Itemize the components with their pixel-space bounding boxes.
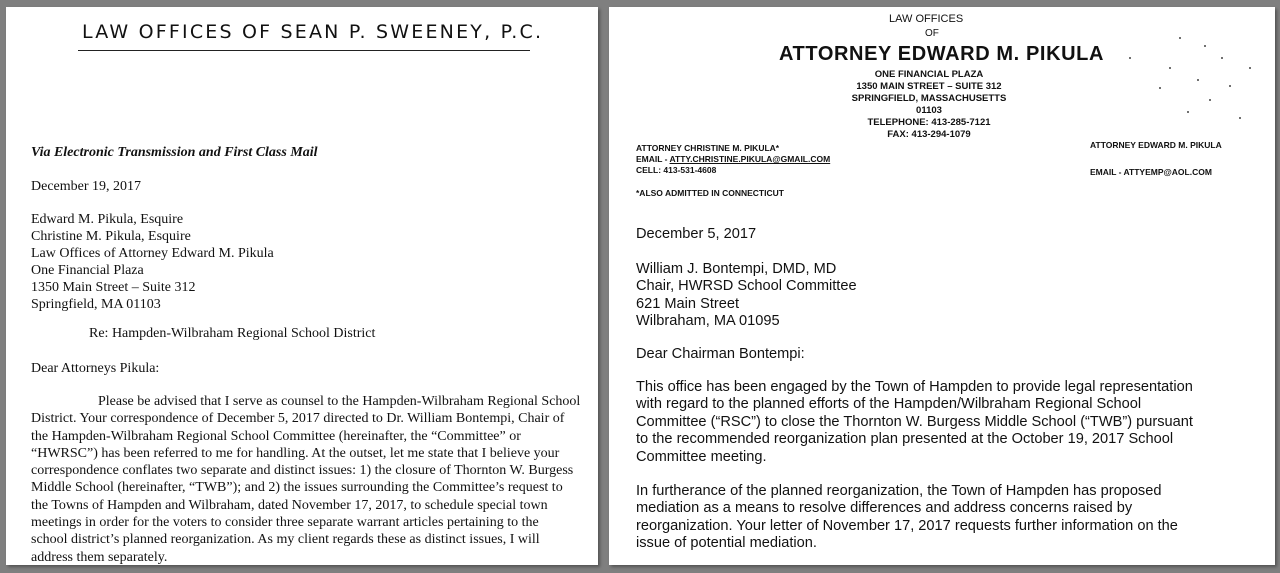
paragraph-line: to the recommended reorganization plan presented at the October 19, 2017 School [636,431,1174,448]
contact-cell: CELL: 413-531-4608 [636,165,717,175]
body-line: District. Your correspondence of December 5, 2017 directed to Dr. William Bontempi, Chair of [31,411,565,427]
left-salutation: Dear Attorneys Pikula: [31,361,160,376]
body-line: Please be advised that I serve as counsel to the Hampden-Wilbraham Regional School [98,394,581,409]
contact-email-line [636,154,830,165]
body-line: school district’s planned reorganization. As my client regards these as distinct issues, I will [31,532,540,548]
of-label: OF [925,28,939,39]
body-line: “HWRSC”) has been referred to me for handling. At the outset, let me state that I believe your [31,445,560,461]
paragraph-line: with regard to the planned efforts of the Hampden/Wilbraham Regional School [636,396,1142,413]
left-letterhead: LAW OFFICES OF SEAN P. SWEENEY, P.C. [82,21,544,43]
paragraph-line: mediation as a means to resolve differences and address concerns raised by [636,500,1133,517]
addressee-line: Wilbraham, MA 01095 [636,313,780,330]
paragraph-line: Committee meeting. [636,448,767,465]
contact-email: EMAIL - ATTYEMP@AOL.COM [1090,167,1212,177]
email-link[interactable]: ATTY.CHRISTINE.PIKULA@GMAIL.COM [669,154,831,164]
addressee-line: Chair, HWRSD School Committee [636,278,857,295]
paragraph-line: In furtherance of the planned reorganization, the Town of Hampden has proposed [636,483,1162,499]
right-contact-block [1090,140,1222,178]
addressee-line: Law Offices of Attorney Edward M. Pikula [31,246,274,261]
letterhead-address-block [839,69,1019,141]
re-line: Re: Hampden-Wilbraham Regional School District [89,326,376,341]
addressee-line: One Financial Plaza [31,263,144,278]
right-addressee-block [636,261,857,331]
body-line: the Hampden-Wilbraham Regional School Committee (hereinafter, the “Committee” or [31,428,521,444]
right-paragraph-2 [636,483,1178,553]
law-offices-label: LAW OFFICES [889,13,964,25]
left-contact-block [636,143,830,176]
paragraph-line: issue of potential mediation. [636,535,817,552]
addressee-line: Edward M. Pikula, Esquire [31,212,184,227]
left-letter-date: December 19, 2017 [31,179,142,194]
paragraph-line: reorganization. Your letter of November 17, 2017 requests further information on the [636,517,1178,534]
left-addressee-block [31,211,274,313]
addressee-line: Christine M. Pikula, Esquire [31,229,191,244]
contact-name: ATTORNEY CHRISTINE M. PIKULA* [636,143,780,153]
body-line: correspondence conflates two separate and distinct issues: 1) the closure of Thornton W. Burgess [31,463,574,479]
letterhead-address-line: SPRINGFIELD, MASSACHUSETTS 01103 [851,93,1007,116]
left-body-paragraph [31,393,581,565]
addressee-line: William J. Bontempi, DMD, MD [636,261,837,277]
letterhead-address-line: 1350 MAIN STREET – SUITE 312 [856,81,1002,92]
addressee-line: 1350 Main Street – Suite 312 [31,280,196,295]
contact-name: ATTORNEY EDWARD M. PIKULA [1090,140,1222,150]
body-line: address them separately. [31,549,168,565]
right-letter-date: December 5, 2017 [636,226,757,242]
right-letter-page [609,7,1275,565]
letterhead-address-line: FAX: 413-294-1079 [887,129,971,140]
body-line: meetings in order for the voters to consider three separate warrant articles pertaining to the [31,515,539,531]
addressee-line: 621 Main Street [636,295,740,312]
left-letter-page [6,7,598,565]
paragraph-line: Committee (“RSC”) to close the Thornton W. Burgess Middle School (“TWB”) pursuant [636,413,1193,430]
body-line: the Towns of Hampden and Wilbraham, dated November 17, 2017, to schedule special town [31,497,548,513]
admission-footnote: *ALSO ADMITTED IN CONNECTICUT [636,188,784,198]
scan-speckle [1109,27,1259,137]
right-letterhead-name: ATTORNEY EDWARD M. PIKULA [779,43,1105,65]
right-salutation: Dear Chairman Bontempi: [636,346,805,362]
letterhead-rule [78,50,530,51]
paragraph-line: This office has been engaged by the Town of Hampden to provide legal representation [636,379,1193,395]
right-paragraph-1 [636,379,1193,466]
letterhead-address-line: ONE FINANCIAL PLAZA [874,69,984,80]
addressee-line: Springfield, MA 01103 [31,297,161,312]
email-label: EMAIL - [636,154,670,164]
body-line: Middle School (hereinafter, “TWB”); and 2) the issues surrounding the Committee’s request to [31,480,563,496]
delivery-method: Via Electronic Transmission and First Class Mail [31,145,318,160]
letterhead-address-line: TELEPHONE: 413-285-7121 [867,117,991,128]
